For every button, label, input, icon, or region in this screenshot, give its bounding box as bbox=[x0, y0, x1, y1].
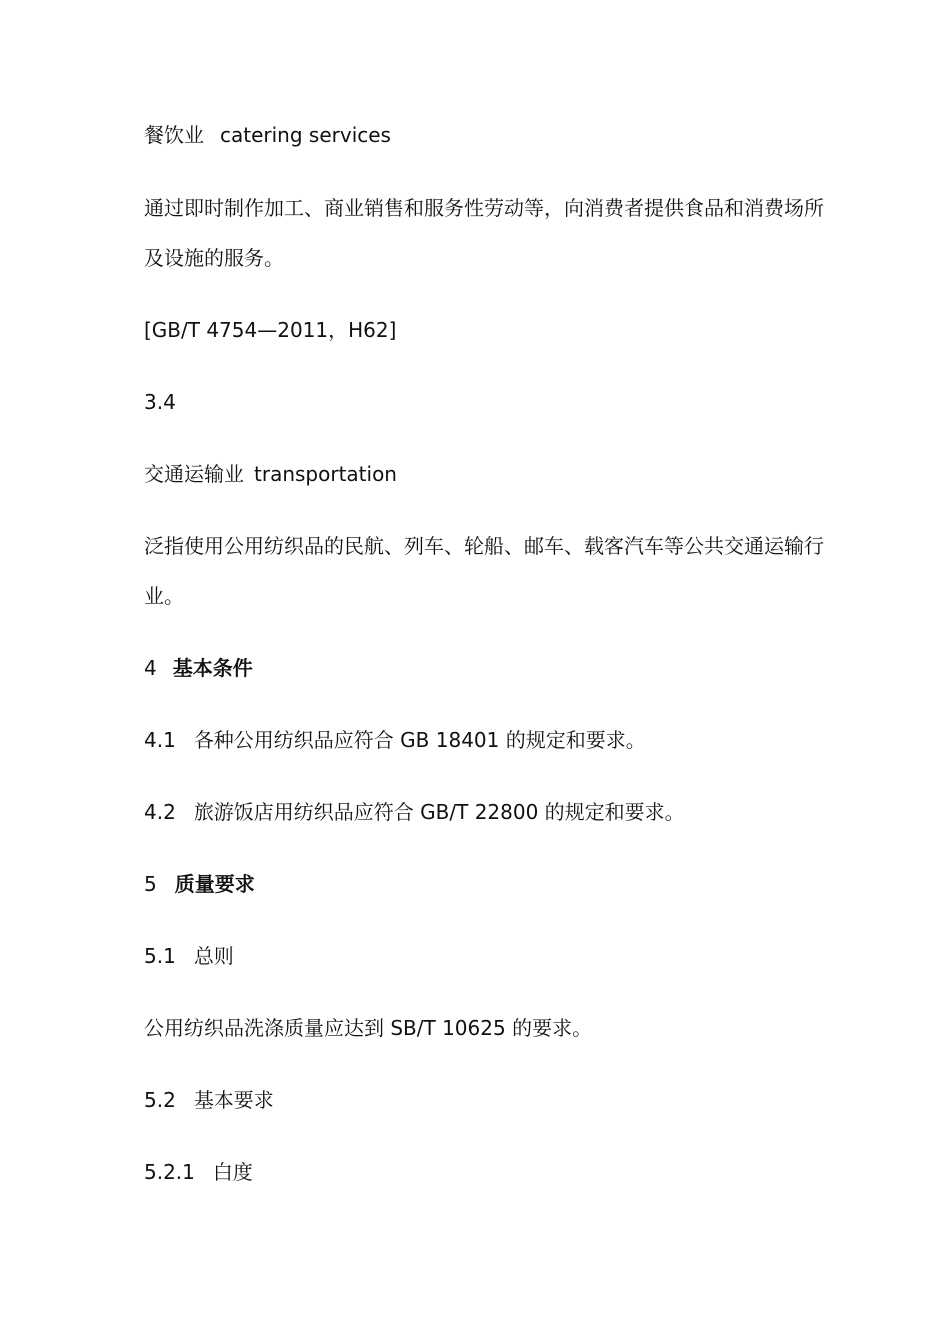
clause-4-2 bbox=[144, 802, 685, 822]
section-heading-4 bbox=[144, 658, 253, 678]
clause-number-5-1: 5.1 bbox=[144, 944, 176, 968]
clause-number-5-2-1: 5.2.1 bbox=[144, 1160, 195, 1184]
section-number-5: 5 bbox=[144, 872, 157, 896]
clause-text-5-1: 公用纺织品洗涤质量应达到 SB/T 10625 的要求。 bbox=[144, 1016, 593, 1040]
term-transportation-en: transportation bbox=[254, 462, 397, 486]
clause-number-3-4: 3.4 bbox=[144, 390, 176, 414]
definition-transportation-line-2: 业。 bbox=[144, 584, 184, 608]
clause-number-4-1: 4.1 bbox=[144, 728, 176, 752]
clause-title-5-1: 总则 bbox=[193, 944, 234, 968]
definition-catering-line-2: 及设施的服务。 bbox=[144, 246, 284, 270]
clause-title-5-2-1: 白度 bbox=[212, 1160, 253, 1184]
section-number-4: 4 bbox=[144, 656, 157, 680]
term-catering bbox=[144, 125, 391, 145]
clause-text-4-2: 旅游饭店用纺织品应符合 GB/T 22800 的规定和要求。 bbox=[193, 800, 685, 824]
clause-title-5-2: 基本要求 bbox=[193, 1088, 274, 1112]
section-title-5: 质量要求 bbox=[174, 872, 255, 896]
section-title-4: 基本条件 bbox=[172, 656, 253, 680]
clause-5-2-1 bbox=[144, 1162, 253, 1182]
reference-catering: [GB/T 4754—2011，H62] bbox=[144, 318, 397, 342]
clause-number-4-2: 4.2 bbox=[144, 800, 176, 824]
clause-text-4-1: 各种公用纺织品应符合 GB 18401 的规定和要求。 bbox=[193, 728, 646, 752]
clause-5-2 bbox=[144, 1090, 274, 1110]
clause-4-1 bbox=[144, 730, 646, 750]
clause-5-1 bbox=[144, 946, 234, 966]
section-heading-5 bbox=[144, 874, 255, 894]
term-catering-en: catering services bbox=[220, 123, 391, 147]
term-transportation bbox=[144, 464, 397, 484]
term-catering-cn: 餐饮业 bbox=[144, 123, 204, 147]
definition-catering-line-1: 通过即时制作加工、商业销售和服务性劳动等，向消费者提供食品和消费场所 bbox=[144, 196, 824, 220]
clause-number-5-2: 5.2 bbox=[144, 1088, 176, 1112]
definition-transportation-line-1: 泛指使用公用纺织品的民航、列车、轮船、邮车、载客汽车等公共交通运输行 bbox=[144, 534, 824, 558]
term-transportation-cn: 交通运输业 bbox=[144, 462, 244, 486]
